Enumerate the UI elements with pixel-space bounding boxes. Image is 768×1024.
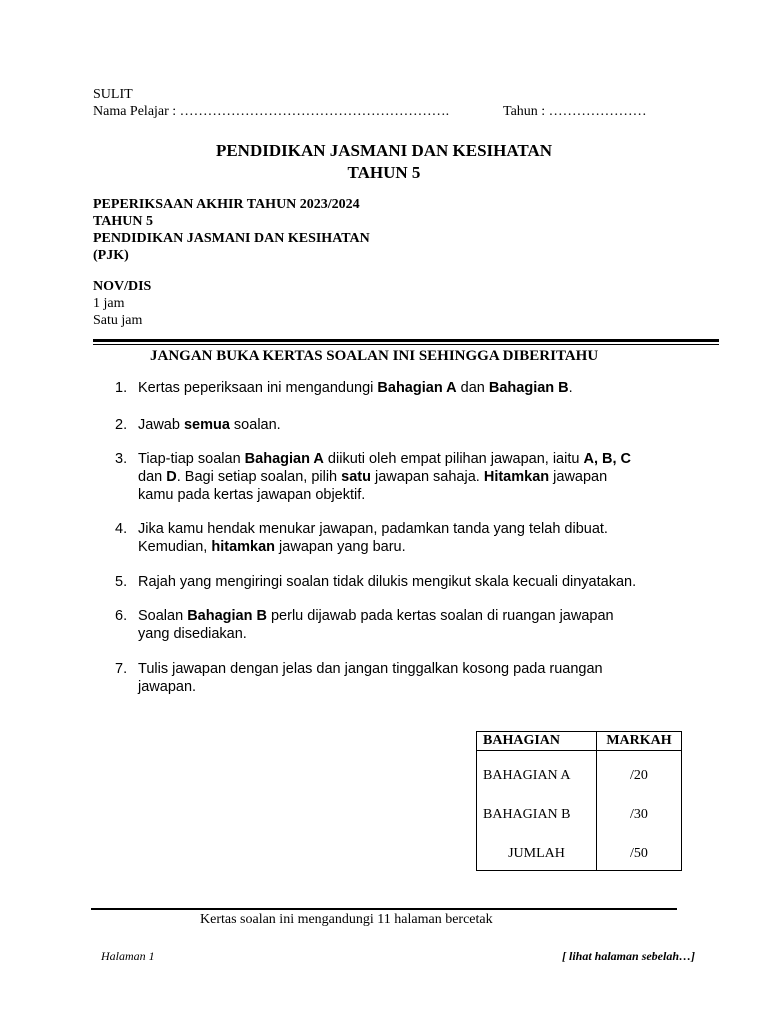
exam-name: PEPERIKSAAN AKHIR TAHUN 2023/2024 (93, 197, 360, 212)
exam-session: NOV/DIS (93, 279, 152, 294)
marks-table-header (477, 732, 682, 751)
title-year: TAHUN 5 (347, 163, 421, 182)
instruction-number: 6. (115, 608, 128, 624)
instruction-text: Jawab semua soalan. (138, 417, 281, 433)
section-cell: BAHAGIAN B (477, 790, 597, 829)
year-field: Tahun : ………………… (503, 104, 647, 119)
student-name-field: Nama Pelajar : …………………………………………………. (93, 104, 450, 119)
instruction-number: 5. (115, 574, 128, 590)
column-header-marks: MARKAH (597, 732, 682, 751)
instruction-number: 3. (115, 451, 128, 467)
next-page-note: [ lihat halaman sebelah…] (562, 949, 696, 963)
table-row (477, 751, 682, 791)
instruction-number: 7. (115, 661, 128, 677)
exam-subject-code: (PJK) (93, 248, 129, 263)
instruction-text: Tiap-tiap soalan Bahagian A diikuti oleh empat pilihan jawapan, iaitu A, B, C dan D. Bagi setiap soalan, pilih satu jawapan sahaja. Hitamkan jawapan kamu pada kertas jawapan objektif. (138, 451, 631, 503)
page-number: Halaman 1 (101, 949, 155, 963)
footer-divider (91, 908, 677, 910)
section-cell: BAHAGIAN A (477, 751, 597, 791)
column-header-section: BAHAGIAN (477, 732, 597, 751)
classification-label: SULIT (93, 87, 133, 102)
page-count-note: Kertas soalan ini mengandungi 11 halaman bercetak (200, 912, 493, 927)
instruction-text: Soalan Bahagian B perlu dijawab pada kertas soalan di ruangan jawapan yang disediakan. (138, 608, 614, 642)
marks-cell: /20 (597, 751, 682, 791)
total-cell: JUMLAH (477, 829, 597, 871)
divider-thick (93, 339, 719, 342)
instruction-number: 1. (115, 380, 128, 396)
exam-year: TAHUN 5 (93, 214, 154, 229)
instruction-number: 4. (115, 521, 128, 537)
page-title (0, 140, 768, 184)
exam-subject: PENDIDIKAN JASMANI DAN KESIHATAN (93, 231, 370, 246)
warning-text: JANGAN BUKA KERTAS SOALAN INI SEHINGGA DIBERITAHU (150, 348, 599, 364)
marks-cell: /30 (597, 790, 682, 829)
table-row (477, 790, 682, 829)
instruction-text: Jika kamu hendak menukar jawapan, padamkan tanda yang telah dibuat. Kemudian, hitamkan jawapan yang baru. (138, 521, 608, 555)
divider-thin (93, 344, 719, 345)
marks-table (476, 731, 682, 871)
instruction-text: Kertas peperiksaan ini mengandungi Bahagian A dan Bahagian B. (138, 380, 573, 396)
total-marks-cell: /50 (597, 829, 682, 871)
exam-duration-words: Satu jam (93, 313, 143, 328)
exam-duration: 1 jam (93, 296, 125, 311)
instruction-number: 2. (115, 417, 128, 433)
instruction-text: Rajah yang mengiringi soalan tidak dilukis mengikut skala kecuali dinyatakan. (138, 574, 637, 590)
table-row (477, 829, 682, 871)
exam-info (93, 196, 370, 329)
title-subject: PENDIDIKAN JASMANI DAN KESIHATAN (215, 141, 553, 160)
instruction-text: Tulis jawapan dengan jelas dan jangan tinggalkan kosong pada ruangan jawapan. (138, 661, 603, 695)
